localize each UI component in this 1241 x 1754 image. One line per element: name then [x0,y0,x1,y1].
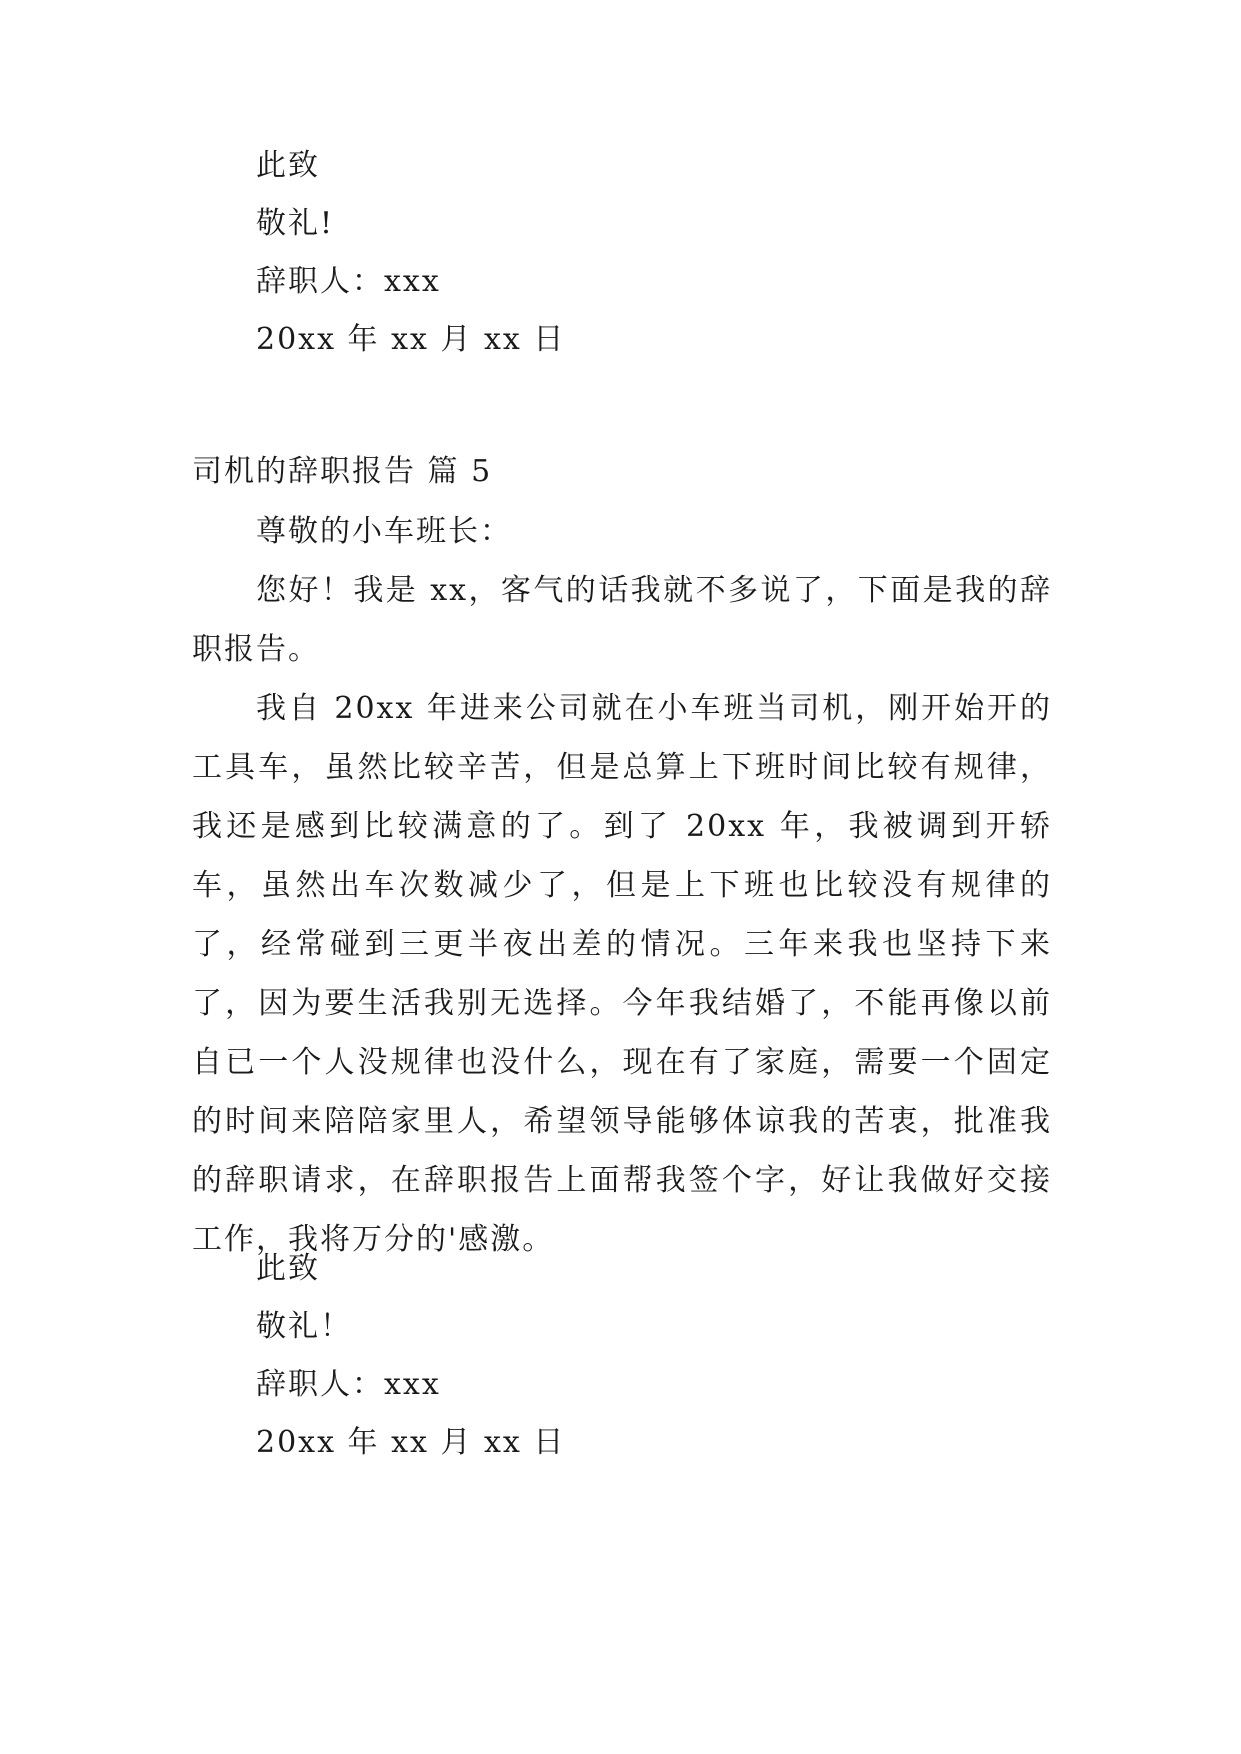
section-title: 司机的辞职报告 篇 5 [192,454,493,489]
closing-date: 20xx 年 xx 月 xx 日 [256,322,566,357]
addressee: 尊敬的小车班长： [256,514,512,549]
closing-salutation: 此致 [256,148,320,183]
section-closing-regards: 敬礼！ [256,1309,352,1344]
closing-regards: 敬礼! [256,206,335,241]
section-closing-date: 20xx 年 xx 月 xx 日 [256,1425,566,1460]
paragraph-greeting: 您好！我是 xx，客气的话我就不多说了，下面是我的辞职报告。 [192,573,1052,667]
section-closing-salutation: 此致 [256,1251,320,1286]
closing-signer: 辞职人：xxx [256,264,441,299]
section-closing-signer: 辞职人：xxx [256,1367,441,1402]
paragraph-body: 我自 20xx 年进来公司就在小车班当司机，刚开始开的工具车，虽然比较辛苦，但是总算上下班时间比较有规律，我还是感到比较满意的了。到了 20xx 年，我被调到开轿车，虽然出车次数减少了，但是上下班也比较没有规律的了，经常碰到三更半夜出差的情况。三年来我也坚持下来了，因为要生活我别无选择。今年我结婚了，不能再像以前自已一个人没规律也没什么，现在有了家庭，需要一个固定的时间来陪陪家里人，希望领导能够体谅我的苦衷，批准我的辞职请求，在辞职报告上面帮我签个字，好让我做好交接工作，我将万分的'感激。 [192,691,1052,1257]
